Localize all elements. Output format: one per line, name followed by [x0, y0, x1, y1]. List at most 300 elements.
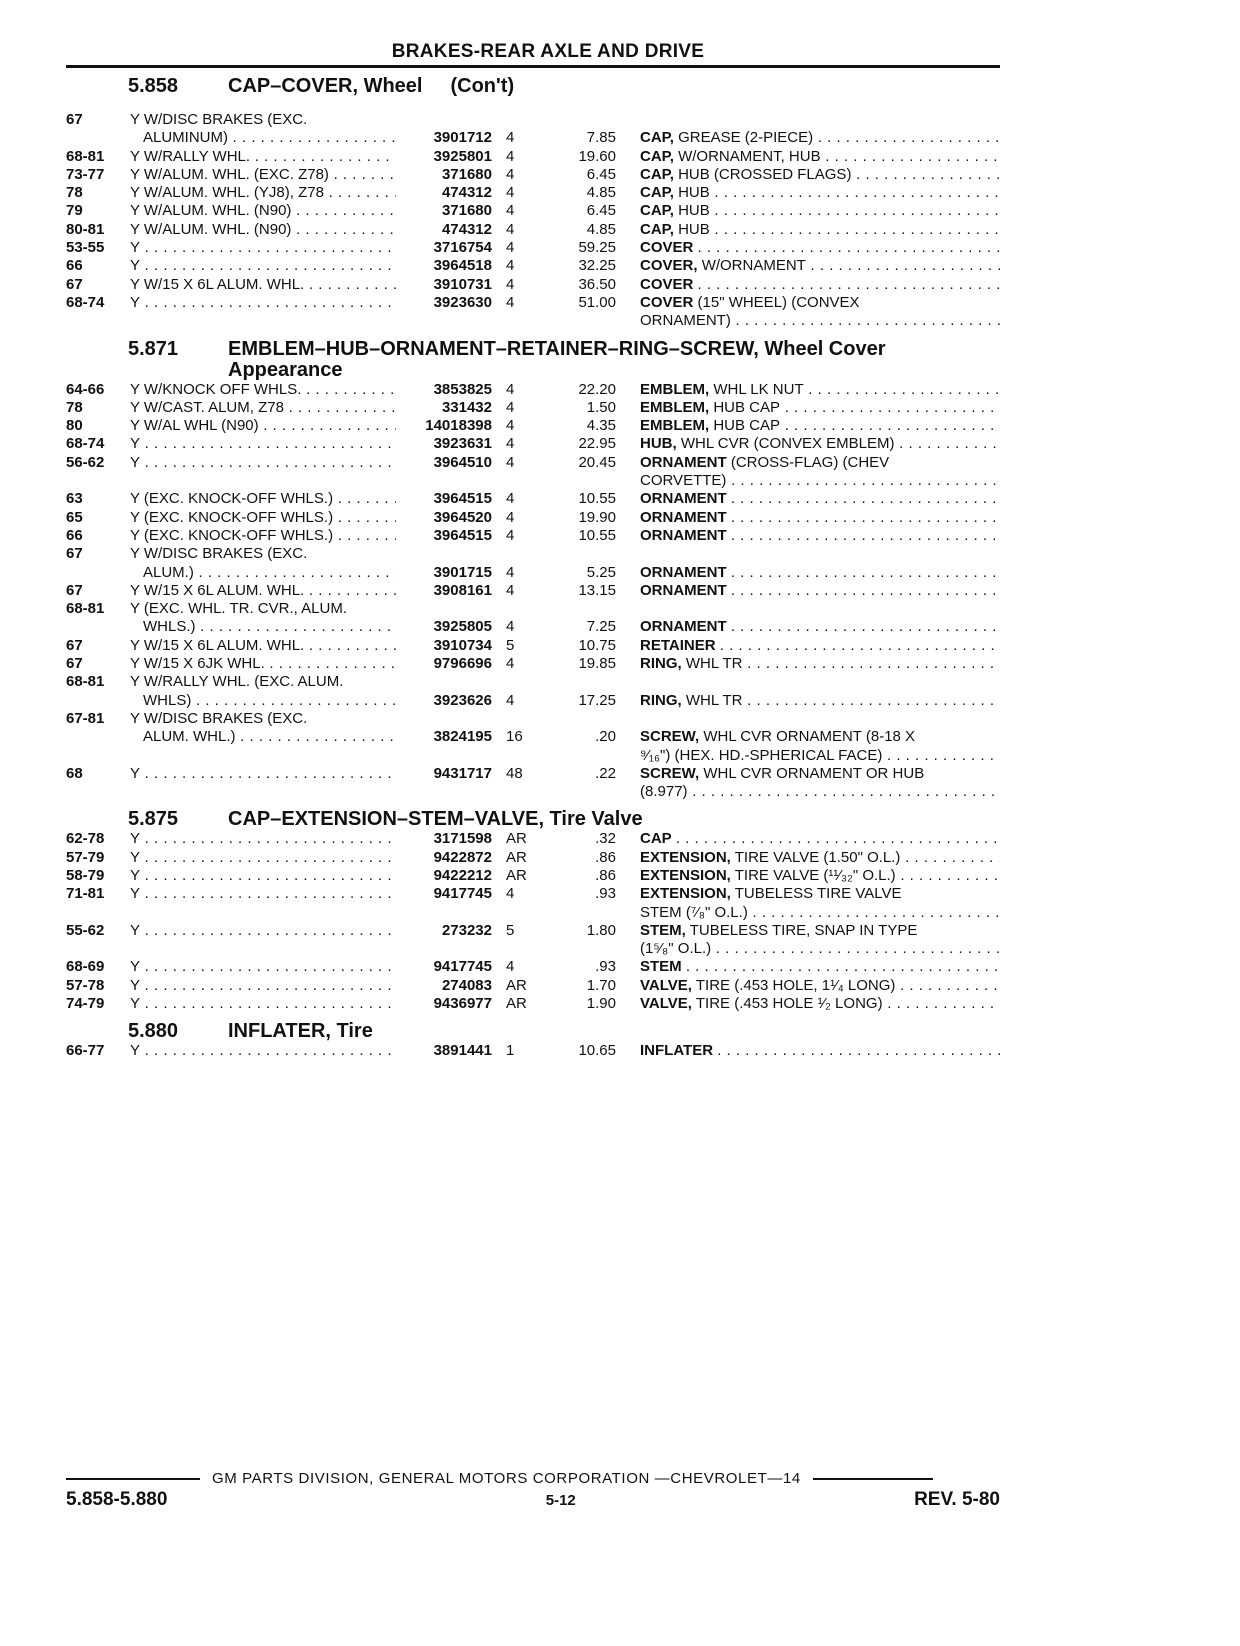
description-keyword: ORNAMENT: [640, 581, 727, 599]
description-line: [640, 728, 1000, 746]
price-value: 51.00: [578, 293, 616, 311]
price: [536, 673, 616, 710]
price: [536, 849, 616, 867]
description: [616, 958, 1000, 976]
part-number-value: 3964510: [433, 453, 492, 471]
description-text: TUBELESS TIRE VALVE: [734, 885, 902, 903]
part-number: [396, 600, 492, 637]
description-line: [640, 582, 1000, 600]
description-line: [640, 184, 1000, 202]
quantity: [492, 202, 536, 220]
parts-row: [66, 257, 1000, 275]
application: [130, 977, 396, 995]
section-number: 5.875: [128, 808, 179, 831]
part-number: [396, 202, 492, 220]
part-number: [396, 765, 492, 783]
description-keyword: RETAINER: [640, 636, 716, 654]
quantity: [492, 257, 536, 275]
part-number-value: 3910731: [433, 275, 492, 293]
section-gap: [66, 1013, 1000, 1021]
description-keyword: STEM,: [640, 921, 686, 939]
application-line: Y W/ALUM. WHL. (N90) . . .: [130, 221, 396, 239]
part-number: [396, 276, 492, 294]
description-line: [640, 995, 1000, 1013]
model-years: 66-77: [66, 1042, 105, 1060]
quantity: [492, 435, 536, 453]
part-number: [396, 1042, 492, 1060]
model-years: 71-81: [66, 885, 105, 903]
quantity: [492, 765, 536, 783]
parts-row: [66, 435, 1000, 453]
description-text: W/ORNAMENT, HUB: [678, 147, 821, 165]
model-years: 62-78: [66, 830, 105, 848]
parts-row: [66, 637, 1000, 655]
parts-row: [66, 221, 1000, 239]
application-line: Y W/DISC BRAKES (EXC.: [130, 111, 308, 128]
part-number-value: 9796696: [433, 655, 492, 673]
model-years: 58-79: [66, 866, 105, 884]
part-number-value: 3910734: [433, 636, 492, 654]
quantity-value: 4: [506, 618, 515, 636]
section-title: CAP–COVER, Wheel: [228, 75, 423, 97]
application-line: Y . . .: [130, 849, 396, 867]
quantity: [492, 276, 536, 294]
part-number-value: 9417745: [433, 885, 492, 903]
price-value: 10.75: [578, 636, 616, 654]
part-number-value: 3901715: [433, 563, 492, 581]
price: [536, 202, 616, 220]
section-number: 5.858: [128, 75, 179, 97]
model-years: 68-69: [66, 958, 105, 976]
quantity: [492, 637, 536, 655]
description: [616, 454, 1000, 491]
application: [130, 202, 396, 220]
part-number-value: 3824195: [433, 728, 492, 746]
description-line: [640, 977, 1000, 995]
application-line: Y W/15 X 6JK WHL. . . .: [130, 655, 396, 673]
part-number-value: 3171598: [433, 830, 492, 848]
application: [130, 294, 396, 312]
part-number: [396, 184, 492, 202]
quantity-value: AR: [506, 866, 527, 884]
model-years: 55-62: [66, 921, 105, 939]
quantity: [492, 454, 536, 472]
part-number: [396, 148, 492, 166]
application-line: ALUM. WHL.) . . .: [130, 728, 396, 746]
description-keyword: CAP,: [640, 129, 674, 147]
description: [616, 166, 1000, 184]
price-value: 1.50: [586, 398, 616, 416]
parts-row: [66, 1042, 1000, 1060]
application-line: Y W/15 X 6L ALUM. WHL. . . .: [130, 276, 396, 294]
quantity: [492, 582, 536, 600]
model-years: 68-81: [66, 600, 105, 618]
price: [536, 294, 616, 312]
description: [616, 582, 1000, 600]
description-text: HUB CAP: [713, 417, 781, 435]
description: [616, 257, 1000, 275]
application-line: Y W/ALUM. WHL. (YJ8), Z78 . . .: [130, 184, 396, 202]
part-number: [396, 399, 492, 417]
description-line: [640, 867, 1000, 885]
parts-row: [66, 527, 1000, 545]
price: [536, 830, 616, 848]
price: [536, 257, 616, 275]
description-line: [640, 655, 1000, 673]
quantity-value: 4: [506, 490, 515, 508]
quantity: [492, 830, 536, 848]
description-line-2: ⁹⁄₁₆") (HEX. HD.-SPHERICAL FACE) . . .: [640, 747, 1000, 765]
description-line: [640, 1042, 1000, 1060]
model-years: 68-81: [66, 147, 105, 165]
quantity-value: 1: [506, 1042, 515, 1060]
price-value: 32.25: [578, 257, 616, 275]
price: [536, 545, 616, 582]
part-number-value: 3923631: [433, 435, 492, 453]
price-value: 7.85: [586, 129, 616, 147]
description-text: WHL CVR ORNAMENT OR HUB: [703, 764, 925, 782]
price-value: .86: [595, 848, 616, 866]
price: [536, 655, 616, 673]
quantity-value: 4: [506, 129, 515, 147]
application: [130, 381, 396, 399]
application-line: Y W/RALLY WHL. . . .: [130, 148, 396, 166]
description-line: [640, 166, 1000, 184]
description-line: [640, 922, 1000, 940]
quantity: [492, 600, 536, 637]
description-line-2: CORVETTE) . . .: [640, 472, 1000, 490]
description: [616, 435, 1000, 453]
price-value: 4.35: [586, 417, 616, 435]
quantity-value: 4: [506, 147, 515, 165]
price-value: 19.85: [578, 655, 616, 673]
description-text: HUB (CROSSED FLAGS): [678, 165, 852, 183]
model-years: 80-81: [66, 220, 105, 238]
description-keyword: CAP,: [640, 165, 674, 183]
description-text: HUB CAP: [713, 398, 781, 416]
part-number: [396, 582, 492, 600]
parts-row: [66, 202, 1000, 220]
model-years: 63: [66, 490, 83, 508]
description-keyword: EMBLEM,: [640, 417, 710, 435]
description-keyword: COVER,: [640, 257, 698, 275]
description-text: TIRE VALVE (1.50" O.L.): [734, 848, 901, 866]
footer-rule-right: [813, 1478, 933, 1480]
footer-page-number: 5-12: [545, 1492, 576, 1509]
description-line: [640, 202, 1000, 220]
description: [616, 673, 1000, 710]
description-line: [640, 221, 1000, 239]
price-value: 22.95: [578, 435, 616, 453]
description-keyword: EMBLEM,: [640, 398, 710, 416]
application: [130, 454, 396, 472]
quantity-value: 4: [506, 885, 515, 903]
description: [616, 655, 1000, 673]
price: [536, 1042, 616, 1060]
description: [616, 221, 1000, 239]
quantity-value: 4: [506, 220, 515, 238]
part-number: [396, 166, 492, 184]
description-text: HUB: [678, 202, 710, 220]
price: [536, 435, 616, 453]
quantity: [492, 221, 536, 239]
application-line: Y W/RALLY WHL. (EXC. ALUM.: [130, 673, 344, 691]
application: [130, 545, 396, 582]
quantity: [492, 527, 536, 545]
quantity-value: 4: [506, 435, 515, 453]
application-line: Y (EXC. KNOCK-OFF WHLS.) . . .: [130, 527, 396, 545]
model-years: 53-55: [66, 239, 105, 257]
price-value: 5.25: [586, 563, 616, 581]
catalog-page: [66, 40, 1000, 1061]
quantity-value: 4: [506, 655, 515, 673]
part-number: [396, 417, 492, 435]
parts-list: [66, 111, 1000, 331]
application-line: Y . . .: [130, 1042, 396, 1060]
quantity-value: 4: [506, 257, 515, 275]
part-number-value: 14018398: [425, 417, 492, 435]
application: [130, 184, 396, 202]
description: [616, 417, 1000, 435]
part-number: [396, 527, 492, 545]
model-years: 57-79: [66, 848, 105, 866]
quantity-value: AR: [506, 976, 527, 994]
description-line-2: (8.977) . . .: [640, 783, 1000, 801]
part-number-value: 3964520: [433, 508, 492, 526]
price-value: 6.45: [586, 202, 616, 220]
application: [130, 830, 396, 848]
part-number: [396, 710, 492, 747]
description-keyword: CAP: [640, 830, 672, 848]
parts-row: [66, 849, 1000, 867]
description-keyword: ORNAMENT: [640, 490, 727, 508]
quantity: [492, 239, 536, 257]
quantity: [492, 1042, 536, 1060]
part-number-value: 274083: [441, 976, 492, 994]
quantity-value: 4: [506, 417, 515, 435]
quantity-value: 4: [506, 958, 515, 976]
part-number-value: 371680: [441, 165, 492, 183]
price-value: 59.25: [578, 239, 616, 257]
application: [130, 885, 396, 903]
price-value: 1.90: [586, 995, 616, 1013]
part-number: [396, 509, 492, 527]
quantity-value: 16: [506, 728, 523, 746]
part-number: [396, 221, 492, 239]
footer-rule-left: [66, 1478, 200, 1480]
part-number: [396, 545, 492, 582]
part-number: [396, 239, 492, 257]
price: [536, 148, 616, 166]
price: [536, 276, 616, 294]
application: [130, 490, 396, 508]
part-number-value: 273232: [441, 921, 492, 939]
description: [616, 885, 1000, 922]
parts-row: [66, 276, 1000, 294]
price: [536, 958, 616, 976]
model-years: 67: [66, 636, 83, 654]
description-line: [640, 276, 1000, 294]
price-value: .93: [595, 958, 616, 976]
quantity: [492, 922, 536, 940]
description: [616, 381, 1000, 399]
application-line: Y . . .: [130, 239, 396, 257]
description: [616, 184, 1000, 202]
part-number-value: 3853825: [433, 380, 492, 398]
description-keyword: ORNAMENT: [640, 563, 727, 581]
price: [536, 417, 616, 435]
part-number-value: 9422212: [433, 866, 492, 884]
section-title: EMBLEM–HUB–ORNAMENT–RETAINER–RING–SCREW, Wheel Cover: [228, 337, 886, 360]
catalog-content: [66, 68, 1000, 1061]
description: [616, 527, 1000, 545]
description: [616, 202, 1000, 220]
price-value: .22: [595, 764, 616, 782]
parts-row: [66, 166, 1000, 184]
parts-row: [66, 239, 1000, 257]
description-text: HUB: [678, 184, 710, 202]
parts-row: [66, 995, 1000, 1013]
description: [616, 710, 1000, 765]
price-value: 20.45: [578, 453, 616, 471]
part-number-value: 9431717: [433, 764, 492, 782]
application: [130, 958, 396, 976]
price: [536, 710, 616, 747]
description-line-2: STEM (⁷⁄₈" O.L.) . . .: [640, 904, 1000, 922]
quantity-value: AR: [506, 995, 527, 1013]
description: [616, 995, 1000, 1013]
application-line: Y (EXC. WHL. TR. CVR., ALUM.: [130, 600, 347, 618]
description-text: WHL TR: [685, 691, 743, 709]
part-number: [396, 830, 492, 848]
part-number-value: 331432: [441, 398, 492, 416]
price-value: 13.15: [578, 581, 616, 599]
application-line: Y . . .: [130, 885, 396, 903]
application-line: Y . . .: [130, 830, 396, 848]
description-keyword: RING,: [640, 655, 682, 673]
application: [130, 417, 396, 435]
description-line: [640, 618, 1000, 636]
description-keyword: ORNAMENT: [640, 453, 727, 471]
description-line: [640, 849, 1000, 867]
price-value: 19.60: [578, 147, 616, 165]
description: [616, 111, 1000, 148]
model-years: 56-62: [66, 453, 105, 471]
quantity-value: AR: [506, 848, 527, 866]
description-line-2: ORNAMENT) . . .: [640, 312, 1000, 330]
description-line: [640, 435, 1000, 453]
part-number-value: 474312: [441, 220, 492, 238]
price-value: 10.55: [578, 490, 616, 508]
application-line: Y W/15 X 6L ALUM. WHL. . . .: [130, 582, 396, 600]
quantity: [492, 958, 536, 976]
model-years: 74-79: [66, 995, 105, 1013]
part-number-value: 3891441: [433, 1042, 492, 1060]
application: [130, 867, 396, 885]
application: [130, 509, 396, 527]
application-line: ALUM.) . . .: [130, 564, 396, 582]
price: [536, 239, 616, 257]
part-number: [396, 637, 492, 655]
application-line: Y . . .: [130, 995, 396, 1013]
description-keyword: COVER: [640, 293, 694, 311]
description-keyword: STEM: [640, 958, 682, 976]
part-number: [396, 454, 492, 472]
part-number: [396, 867, 492, 885]
model-years: 57-78: [66, 976, 105, 994]
application-line: Y W/DISC BRAKES (EXC.: [130, 545, 308, 563]
price: [536, 582, 616, 600]
quantity: [492, 111, 536, 148]
description-line: [640, 958, 1000, 976]
part-number-value: 3901712: [433, 129, 492, 147]
section-heading: [128, 809, 1000, 830]
part-number: [396, 655, 492, 673]
price: [536, 977, 616, 995]
part-number-value: 9422872: [433, 848, 492, 866]
description-keyword: ORNAMENT: [640, 526, 727, 544]
quantity: [492, 148, 536, 166]
section-number: 5.880: [128, 1020, 179, 1043]
model-years: 67: [66, 545, 83, 563]
part-number: [396, 673, 492, 710]
description-line-2: (1⁵⁄₈" O.L.) . . .: [640, 940, 1000, 958]
description-keyword: VALVE,: [640, 976, 692, 994]
application-line: Y . . .: [130, 958, 396, 976]
application-line: Y . . .: [130, 867, 396, 885]
part-number-value: 371680: [441, 202, 492, 220]
model-years: 67-81: [66, 709, 105, 727]
description-line: [640, 417, 1000, 435]
description-line: [640, 399, 1000, 417]
description: [616, 399, 1000, 417]
price: [536, 637, 616, 655]
parts-row: [66, 867, 1000, 885]
description-line: [640, 239, 1000, 257]
section-number: 5.871: [128, 337, 179, 360]
description-text: HUB: [678, 220, 710, 238]
description-keyword: RING,: [640, 691, 682, 709]
description-line: [640, 381, 1000, 399]
application-line: Y W/KNOCK OFF WHLS. . . .: [130, 381, 396, 399]
description-line: [640, 830, 1000, 848]
description: [616, 276, 1000, 294]
part-number: [396, 922, 492, 940]
application-line: Y W/CAST. ALUM, Z78 . . .: [130, 399, 396, 417]
price-value: 6.45: [586, 165, 616, 183]
model-years: 67: [66, 275, 83, 293]
application-line: WHLS.) . . .: [130, 618, 396, 636]
application: [130, 849, 396, 867]
price-value: 1.70: [586, 976, 616, 994]
price: [536, 454, 616, 472]
description-keyword: EXTENSION,: [640, 848, 731, 866]
application: [130, 1042, 396, 1060]
price-value: 22.20: [578, 380, 616, 398]
price-value: .86: [595, 866, 616, 884]
price: [536, 885, 616, 903]
description: [616, 294, 1000, 331]
description-text: TIRE VALVE (¹¹⁄₃₂" O.L.): [734, 866, 896, 884]
description: [616, 545, 1000, 582]
parts-row: [66, 885, 1000, 922]
price: [536, 765, 616, 783]
application-line: ALUMINUM) . . .: [130, 129, 396, 147]
part-number: [396, 294, 492, 312]
part-number: [396, 381, 492, 399]
description-keyword: EXTENSION,: [640, 885, 731, 903]
parts-row: [66, 381, 1000, 399]
